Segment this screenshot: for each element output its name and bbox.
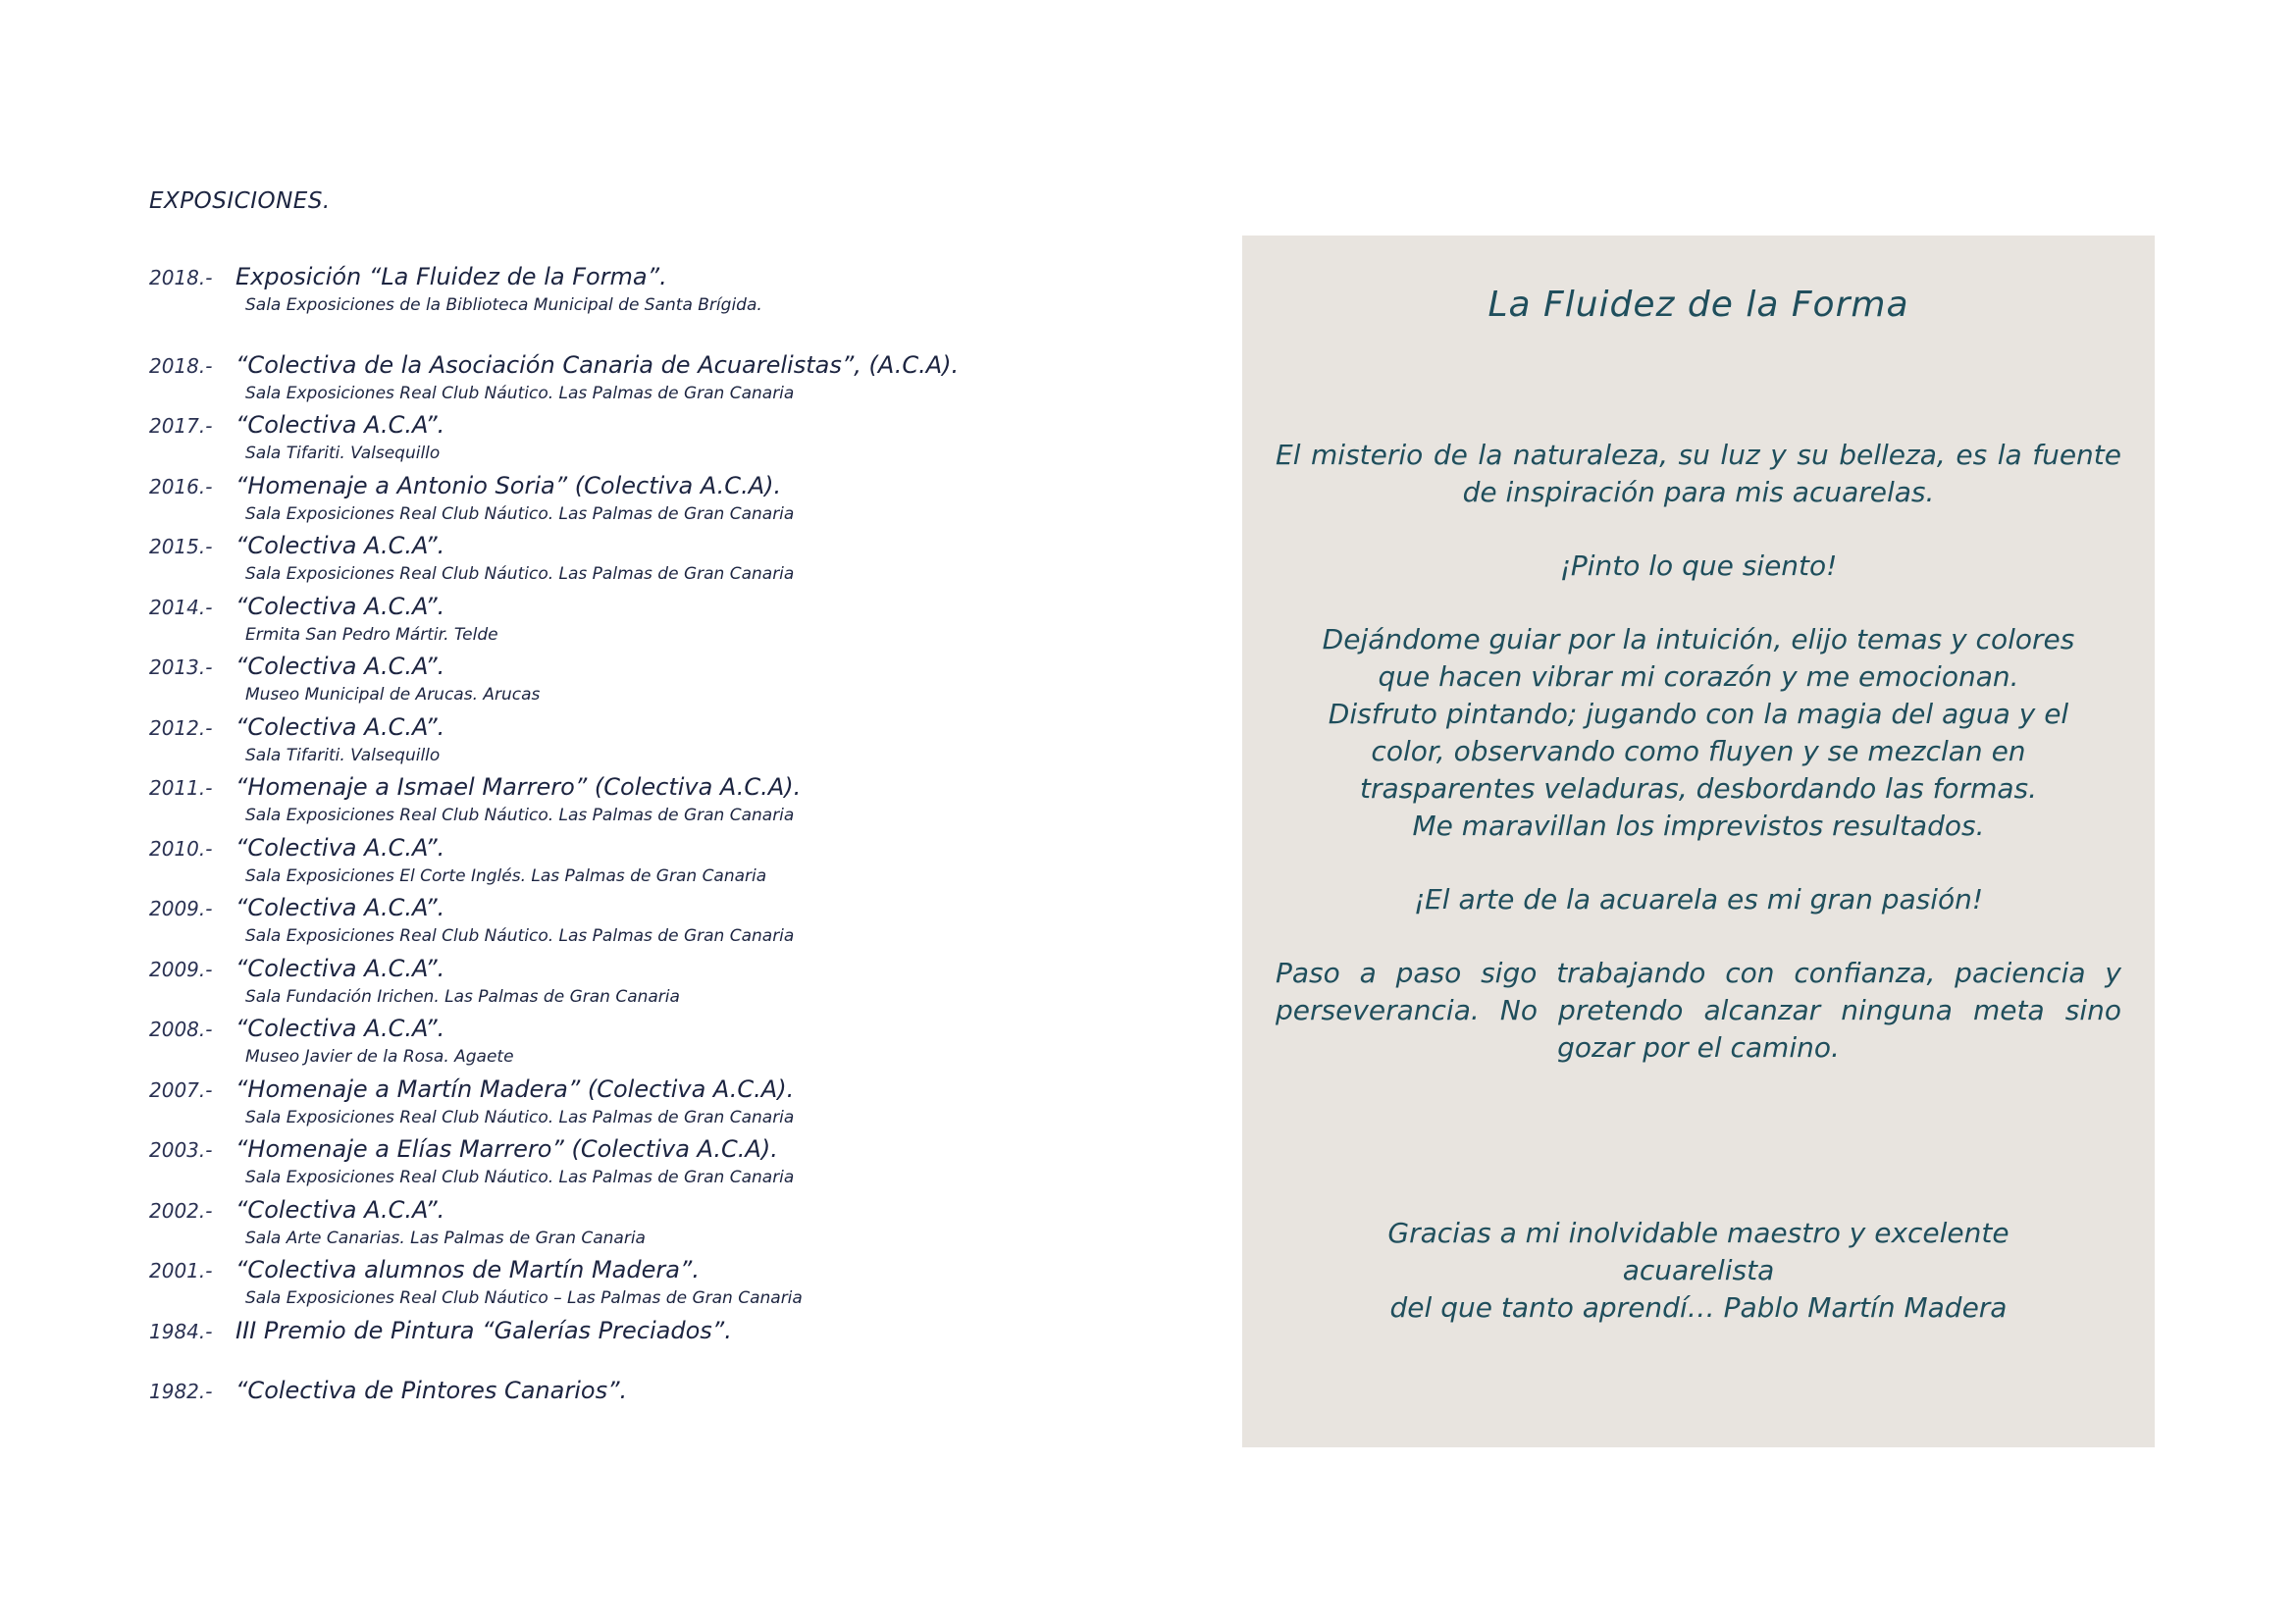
exhibition-venue: Museo Javier de la Rosa. Agaete — [245, 1047, 514, 1067]
exhibition-entry — [149, 1012, 1209, 1069]
statement-line: Me maravillan los imprevistos resultados. — [1412, 810, 1985, 842]
exhibition-title: “Colectiva A.C.A”. — [235, 833, 445, 862]
exhibition-venue: Sala Exposiciones Real Club Náutico. Las Palmas de Gran Canaria — [245, 383, 795, 403]
exhibition-year: 2008.- — [149, 1018, 213, 1041]
exhibition-entry — [149, 891, 1209, 948]
exhibition-title: III Premio de Pintura “Galerías Preciados”. — [235, 1316, 732, 1344]
exhibition-title: “Homenaje a Martín Madera” (Colectiva A.C.A). — [235, 1074, 795, 1103]
statement-line: trasparentes veladuras, desbordando las formas. — [1360, 772, 2037, 805]
exhibition-header-line — [149, 408, 1209, 442]
exhibition-year: 2011.- — [149, 776, 213, 800]
section-heading: EXPOSICIONES. — [149, 188, 331, 214]
exhibition-year: 2010.- — [149, 836, 213, 861]
exhibition-year: 2001.- — [149, 1259, 213, 1283]
exhibition-entry — [149, 469, 1209, 526]
exhibition-year: 2018.- — [149, 353, 213, 378]
statement-line: Dejándome guiar por la intuición, elijo temas y colores — [1322, 623, 2075, 655]
exhibition-header-line — [149, 1132, 1209, 1166]
exhibition-title: “Colectiva A.C.A”. — [235, 712, 445, 741]
exhibition-header-line — [149, 831, 1209, 864]
statement-body — [1276, 437, 2121, 1103]
exhibition-venue: Sala Exposiciones Real Club Náutico. Las Palmas de Gran Canaria — [245, 1107, 795, 1127]
exhibition-venue: Sala Exposiciones Real Club Náutico. Las Palmas de Gran Canaria — [245, 1168, 795, 1187]
exhibition-entry — [149, 1073, 1209, 1129]
exhibition-entry — [149, 770, 1209, 827]
exhibition-venue: Sala Arte Canarias. Las Palmas de Gran Canaria — [245, 1228, 646, 1248]
exhibition-venue: Sala Exposiciones Real Club Náutico. Las Palmas de Gran Canaria — [245, 503, 795, 524]
statement-panel — [1242, 236, 2155, 1447]
exhibition-venue: Museo Municipal de Arucas. Arucas — [245, 685, 541, 705]
exhibition-title: Exposición “La Fluidez de la Forma”. — [235, 263, 667, 290]
exhibition-header-line — [149, 770, 1209, 804]
exhibition-entry — [149, 348, 1209, 405]
exhibition-header-line — [149, 348, 1209, 382]
exhibition-year: 2016.- — [149, 474, 213, 498]
exhibition-header-line — [149, 1073, 1209, 1106]
exhibition-header-line — [149, 1314, 1209, 1347]
exhibition-title: “Homenaje a Antonio Soria” (Colectiva A.C.A). — [235, 471, 782, 499]
statement-paragraph-1: El misterio de la naturaleza, su luz y su belleza, es la fuente de inspiración para mis acuarelas. — [1276, 439, 2121, 508]
exhibition-year: 2018.- — [149, 266, 213, 289]
exhibition-venue: Sala Exposiciones Real Club Náutico. Las Palmas de Gran Canaria — [245, 564, 795, 584]
exhibition-year: 2017.- — [149, 414, 213, 438]
exhibition-year: 1984.- — [149, 1319, 213, 1343]
exhibition-title: “Colectiva de Pintores Canarios”. — [235, 1377, 628, 1404]
statement-line: que hacen vibrar mi corazón y me emocionan. — [1378, 660, 2019, 693]
exhibition-venue: Sala Fundación Irichen. Las Palmas de Gran Canaria — [245, 986, 680, 1007]
exhibition-title: “Homenaje a Ismael Marrero” (Colectiva A.C.A). — [235, 773, 802, 801]
exhibition-year: 2007.- — [149, 1077, 213, 1102]
exhibition-title: “Colectiva A.C.A”. — [235, 532, 445, 559]
exhibition-header-line — [149, 710, 1209, 744]
exhibition-year: 2002.- — [149, 1198, 213, 1223]
exhibition-year: 2009.- — [149, 897, 213, 920]
statement-line: color, observando como fluyen y se mezclan en — [1371, 735, 2026, 767]
exhibition-venue: Sala Exposiciones El Corte Inglés. Las Palmas de Gran Canaria — [245, 865, 767, 886]
exhibition-title: “Colectiva A.C.A”. — [235, 592, 445, 620]
statement-line: Disfruto pintando; jugando con la magia del agua y el — [1328, 698, 2069, 730]
exhibition-venue: Sala Exposiciones de la Biblioteca Municipal de Santa Brígida. — [245, 295, 762, 315]
exhibition-title: “Colectiva A.C.A”. — [235, 653, 445, 680]
exhibitions-column — [149, 186, 1209, 1404]
exhibition-header-line — [149, 1193, 1209, 1227]
acknowledgement-line: del que tanto aprendí… Pablo Martín Madera — [1389, 1291, 2008, 1324]
exhibition-header-line — [149, 1012, 1209, 1045]
exhibition-year: 2012.- — [149, 715, 213, 740]
exhibition-entry — [149, 650, 1209, 707]
exhibition-venue: Ermita San Pedro Mártir. Telde — [245, 624, 498, 645]
exhibition-entry — [149, 590, 1209, 647]
exhibition-year: 2003.- — [149, 1138, 213, 1162]
statement-paragraph-5: Paso a paso sigo trabajando con confianza, paciencia y perseverancia. No pretendo alcanzar ninguna meta sino gozar por el camino. — [1276, 957, 2121, 1064]
exhibition-entry — [149, 1132, 1209, 1189]
exhibition-entry — [149, 529, 1209, 586]
exhibition-title: “Homenaje a Elías Marrero” (Colectiva A.C.A). — [235, 1135, 778, 1163]
exhibition-entry — [149, 408, 1209, 465]
exhibition-header-line — [149, 1374, 1209, 1407]
exhibition-venue: Sala Exposiciones Real Club Náutico. Las Palmas de Gran Canaria — [245, 806, 795, 825]
exhibition-header-line — [149, 650, 1209, 683]
exhibition-entry — [149, 1374, 1209, 1407]
exhibition-header-line — [149, 529, 1209, 562]
statement-paragraph-2: ¡Pinto lo que siento! — [1559, 550, 1838, 582]
exhibition-title: “Colectiva A.C.A”. — [235, 954, 445, 982]
exhibition-entry — [149, 260, 1209, 317]
exhibition-year: 2014.- — [149, 595, 213, 619]
exhibition-title: “Colectiva alumnos de Martín Madera”. — [235, 1256, 700, 1283]
exhibition-header-line — [149, 1253, 1209, 1286]
acknowledgement-line: Gracias a mi inolvidable maestro y excelente — [1387, 1217, 2009, 1249]
exhibition-entry — [149, 831, 1209, 888]
exhibition-year: 2015.- — [149, 535, 213, 558]
panel-title: La Fluidez de la Forma — [1487, 285, 1909, 325]
exhibition-year: 2009.- — [149, 957, 213, 981]
statement-paragraph-4: ¡El arte de la acuarela es mi gran pasión! — [1413, 883, 1984, 916]
exhibition-venue: Sala Tifariti. Valsequillo — [245, 444, 441, 463]
exhibition-venue: Sala Tifariti. Valsequillo — [245, 745, 441, 765]
exhibition-entry — [149, 1193, 1209, 1250]
exhibition-year: 2013.- — [149, 655, 213, 679]
exhibition-header-line — [149, 891, 1209, 924]
exhibition-year: 1982.- — [149, 1380, 213, 1403]
exhibition-title: “Colectiva A.C.A”. — [235, 411, 445, 439]
exhibition-header-line — [149, 952, 1209, 985]
exhibition-title: “Colectiva de la Asociación Canaria de Acuarelistas”, (A.C.A). — [235, 350, 960, 379]
exhibition-venue: Sala Exposiciones Real Club Náutico. Las Palmas de Gran Canaria — [245, 926, 795, 946]
exhibition-entry — [149, 952, 1209, 1009]
exhibition-title: “Colectiva A.C.A”. — [235, 1015, 445, 1042]
exhibition-title: “Colectiva A.C.A”. — [235, 894, 445, 921]
acknowledgement — [1301, 1215, 2096, 1327]
exhibition-entry — [149, 710, 1209, 767]
acknowledgement-line: acuarelista — [1622, 1254, 1775, 1286]
exhibition-header-line — [149, 590, 1209, 623]
exhibition-header-line — [149, 260, 1209, 293]
exhibition-entry — [149, 1253, 1209, 1310]
statement-paragraph-3 — [1276, 621, 2121, 845]
exhibition-venue: Sala Exposiciones Real Club Náutico – Las Palmas de Gran Canaria — [245, 1288, 803, 1308]
exhibition-header-line — [149, 469, 1209, 502]
exhibition-title: “Colectiva A.C.A”. — [235, 1195, 445, 1224]
exhibition-entry — [149, 1314, 1209, 1347]
